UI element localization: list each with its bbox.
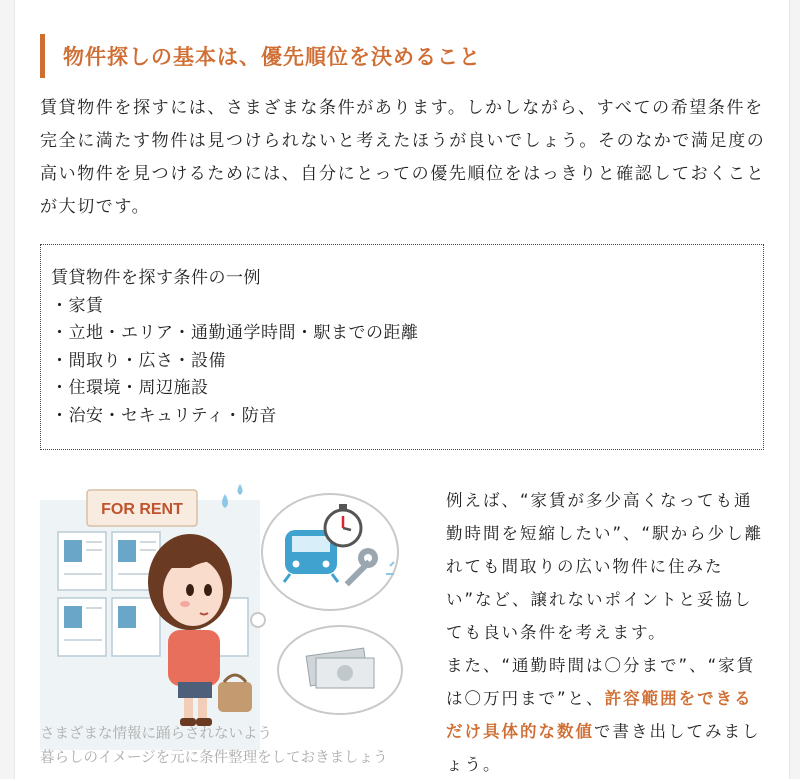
example-highlight: 許容範囲をできるだけ具体的な数値: [446, 689, 753, 741]
condition-item-environment: ・住環境・周辺施設: [51, 378, 209, 398]
section-heading-text: 物件探しの基本は、優先順位を決めること: [63, 45, 481, 69]
intro-paragraph: 賃貸物件を探すには、さまざまな条件があります。しかしながら、すべての希望条件を完全に満たす物件は見つけられないと考えたほうが良いでしょう。そのなかで満足度の高い物件を見つけるためには、自分にとっての優先順位をはっきりと確認しておくことが大切です。: [40, 98, 766, 217]
example-text-3: で書き出してみましょう。: [446, 722, 761, 774]
page-frame-left: [0, 0, 15, 779]
caption-line-1: さまざまな情報に踊らされないよう: [40, 726, 272, 742]
for-rent-sign-icon: [87, 490, 197, 526]
illustration-caption: [40, 722, 430, 770]
condition-item-security: ・治安・セキュリティ・防音: [51, 405, 277, 426]
example-paragraph: [446, 484, 768, 781]
example-text-2: また、“通勤時間は〇分まで”、“家賃は〇万円まで”と、: [446, 656, 756, 708]
condition-item-rent: ・家賃: [51, 295, 104, 316]
condition-item-location: ・立地・エリア・通勤通学時間・駅までの距離: [51, 323, 419, 343]
example-text-1: 例えば、“家賃が多少高くなっても通勤時間を短縮したい”、“駅から少し離れても間取りの広い物件に住みたい”など、譲れないポイントと妥協しても良い条件を考えます。: [446, 491, 764, 642]
conditions-box: [40, 244, 764, 450]
page-frame-right: [789, 0, 800, 779]
for-rent-sign-text: FOR RENT: [101, 501, 183, 518]
condition-item-layout: ・間取り・広さ・設備: [51, 350, 226, 371]
section-heading: [40, 34, 760, 78]
caption-line-2: 暮らしのイメージを元に条件整理をしておきましょう: [40, 750, 388, 766]
conditions-title: 賃貸物件を探す条件の一例: [51, 268, 261, 288]
